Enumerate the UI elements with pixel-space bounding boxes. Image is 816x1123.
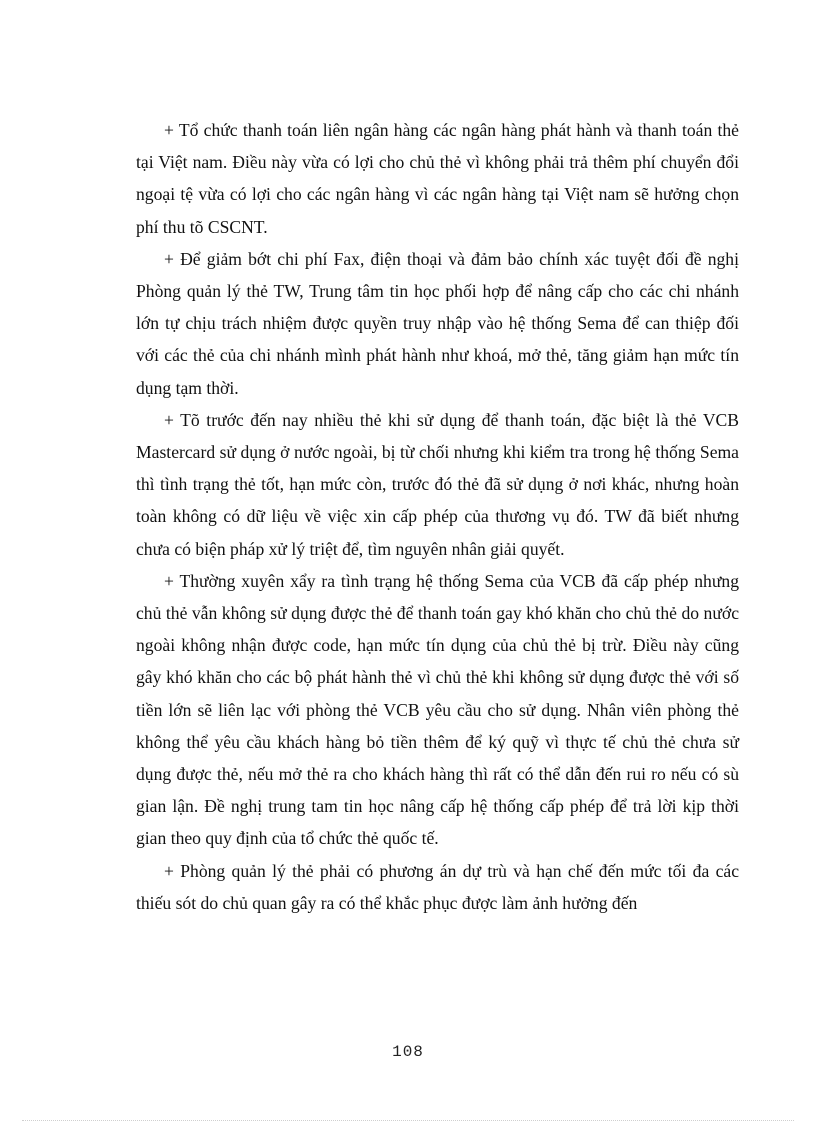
paragraph-5: + Phòng quản lý thẻ phải có phương án dự trù và hạn chế đến mức tối đa các thiếu sót do chủ quan gây ra có thể khắc phục được làm ảnh hưởng đến	[136, 860, 739, 913]
page-number: 108	[392, 1043, 424, 1061]
paragraph-4: + Thường xuyên xẩy ra tình trạng hệ thống Sema của VCB đã cấp phép nhưng chủ thẻ vẫn không sử dụng được thẻ để thanh toán gay khó khăn cho chủ thẻ do nước ngoài không nhận được code, hạn mức tín dụng của chủ thẻ bị trừ. Điều này cũng gây khó khăn cho các bộ phát hành thẻ vì chủ thẻ khi không sử dụng được thẻ với số tiền lớn sẽ liên lạc với phòng thẻ VCB yêu cầu cho sử dụng. Nhân viên phòng thẻ không thể yêu cầu khách hàng bỏ tiền thêm để ký quỹ vì thực tế chủ thẻ chưa sử dụng được thẻ, nếu mở thẻ ra cho khách hàng thì rất có thể dẫn đến rui ro nếu có sù gian lận. Đề nghị trung tam tin học nâng cấp hệ thống cấp phép để trả lời kịp thời gian theo quy định của tổ chức thẻ quốc tế.	[136, 570, 739, 849]
page-body	[136, 114, 739, 919]
paragraph-1: + Tổ chức thanh toán liên ngân hàng các ngân hàng phát hành và thanh toán thẻ tại Việt nam. Điều này vừa có lợi cho chủ thẻ vì không phải trả thêm phí chuyển đổi ngoại tệ vừa có lợi cho các ngân hàng vì các ngân hàng tại Việt nam sẽ hưởng chọn phí thu tõ CSCNT.	[136, 120, 739, 237]
paragraph-3: + Tõ trước đến nay nhiều thẻ khi sử dụng để thanh toán, đặc biệt là thẻ VCB Mastercard sử dụng ở nước ngoài, bị từ chối nhưng khi kiểm tra trong hệ thống Sema thì tình trạng thẻ tốt, hạn mức còn, trước đó thẻ đã sử dụng ở nơi khác, nhưng hoàn toàn không có dữ liệu về việc xin cấp phép của thương vụ đó. TW đã biết nhưng chưa có biện pháp xử lý triệt để, tìm nguyên nhân giải quyết.	[136, 409, 739, 559]
page-bottom-divider	[22, 1120, 794, 1121]
paragraph-2: + Để giảm bớt chi phí Fax, điện thoại và đảm bảo chính xác tuyệt đối đề nghị Phòng quản lý thẻ TW, Trung tâm tin học phối hợp để nâng cấp cho các chi nhánh lớn tự chịu trách nhiệm được quyền truy nhập vào hệ thống Sema để can thiệp đối với các thẻ của chi nhánh mình phát hành như khoá, mở thẻ, tăng giảm hạn mức tín dụng tạm thời.	[136, 248, 739, 398]
